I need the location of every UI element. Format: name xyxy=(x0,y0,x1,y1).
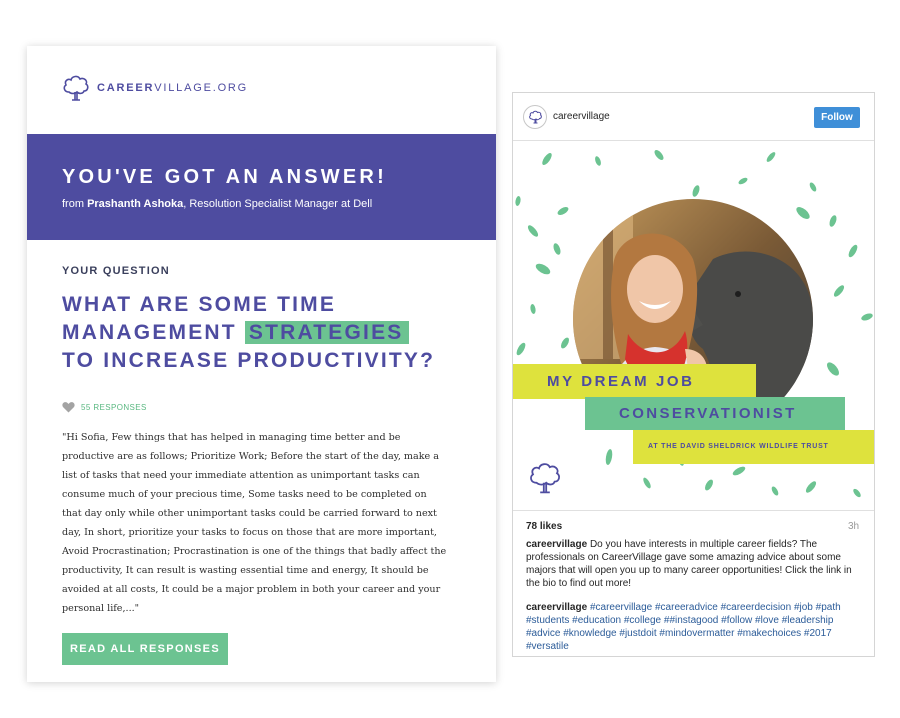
hashtags-username[interactable]: careervillage xyxy=(526,602,588,613)
likes-count[interactable]: 78 likes xyxy=(526,521,563,532)
post-caption: careervillage Do you have interests in multiple career fields? The professionals on CareerVillage gave some amazing advice about some majors that will open you up to many career opportunities! Click the link in the bio to find out more! xyxy=(526,539,852,589)
responses-label: 55 RESPONSES xyxy=(81,402,147,412)
overlay-title: MY DREAM JOB xyxy=(513,364,756,399)
answer-banner xyxy=(27,134,496,240)
question-title: WHAT ARE SOME TIME MANAGEMENT STRATEGIES TO INCREASE PRODUCTIVITY? xyxy=(62,293,436,372)
follow-button[interactable]: Follow xyxy=(814,107,860,128)
avatar[interactable] xyxy=(523,105,547,129)
tree-logo-icon xyxy=(527,461,563,495)
caption-username[interactable]: careervillage xyxy=(526,539,588,550)
heart-icon xyxy=(62,401,75,413)
overlay-job-title: CONSERVATIONIST xyxy=(585,397,845,430)
careervillage-logo[interactable] xyxy=(61,74,248,102)
post-hashtags[interactable]: careervillage #careervillage #careeradvice #careerdecision #job #path #students #education #college ##instagood #follow #love #leadership #advice #knowledge #justdoit #mindovermatter #makechoices #2017 #versatile xyxy=(526,602,841,652)
email-card xyxy=(27,46,496,682)
logo-wordmark: CAREERVILLAGE.ORG xyxy=(97,82,249,94)
question-highlight: STRATEGIES xyxy=(245,321,409,344)
read-all-responses-button[interactable]: READ ALL RESPONSES xyxy=(62,633,228,665)
section-label: YOUR QUESTION xyxy=(62,265,170,277)
answer-author: Prashanth Ashoka xyxy=(87,198,184,210)
post-username[interactable]: careervillage xyxy=(553,111,610,122)
responses-count[interactable] xyxy=(62,401,147,413)
post-header xyxy=(513,93,874,141)
overlay-organization: AT THE DAVID SHELDRICK WILDLIFE TRUST xyxy=(633,430,874,464)
answer-text: "Hi Sofia, Few things that has helped in managing time better and be productive are as follows; Prioritize Work; Before the start of the day, make a list of tasks that need your immediate attention as unimportant tasks can consume much of your precious time, Some tasks need to be completed on that day only while other unimportant tasks could be carried forward to next day, In short, prioritize your tasks to focus on those that are more important, Avoid Procrastination; Procrastination is one of the things that badly affect the productivity, It can result is wasting essential time and energy, It should be avoided at all costs, It could be a major problem in both your career and your personal life,..." xyxy=(62,432,447,614)
post-image[interactable] xyxy=(513,141,874,509)
instagram-post xyxy=(512,92,875,657)
banner-title: YOU'VE GOT AN ANSWER! xyxy=(62,166,387,188)
tree-logo-icon xyxy=(528,110,543,124)
post-footer xyxy=(513,510,874,652)
post-time: 3h xyxy=(848,521,860,532)
tree-logo-icon xyxy=(61,74,91,102)
banner-subtitle: from Prashanth Ashoka, Resolution Specialist Manager at Dell xyxy=(62,198,373,210)
